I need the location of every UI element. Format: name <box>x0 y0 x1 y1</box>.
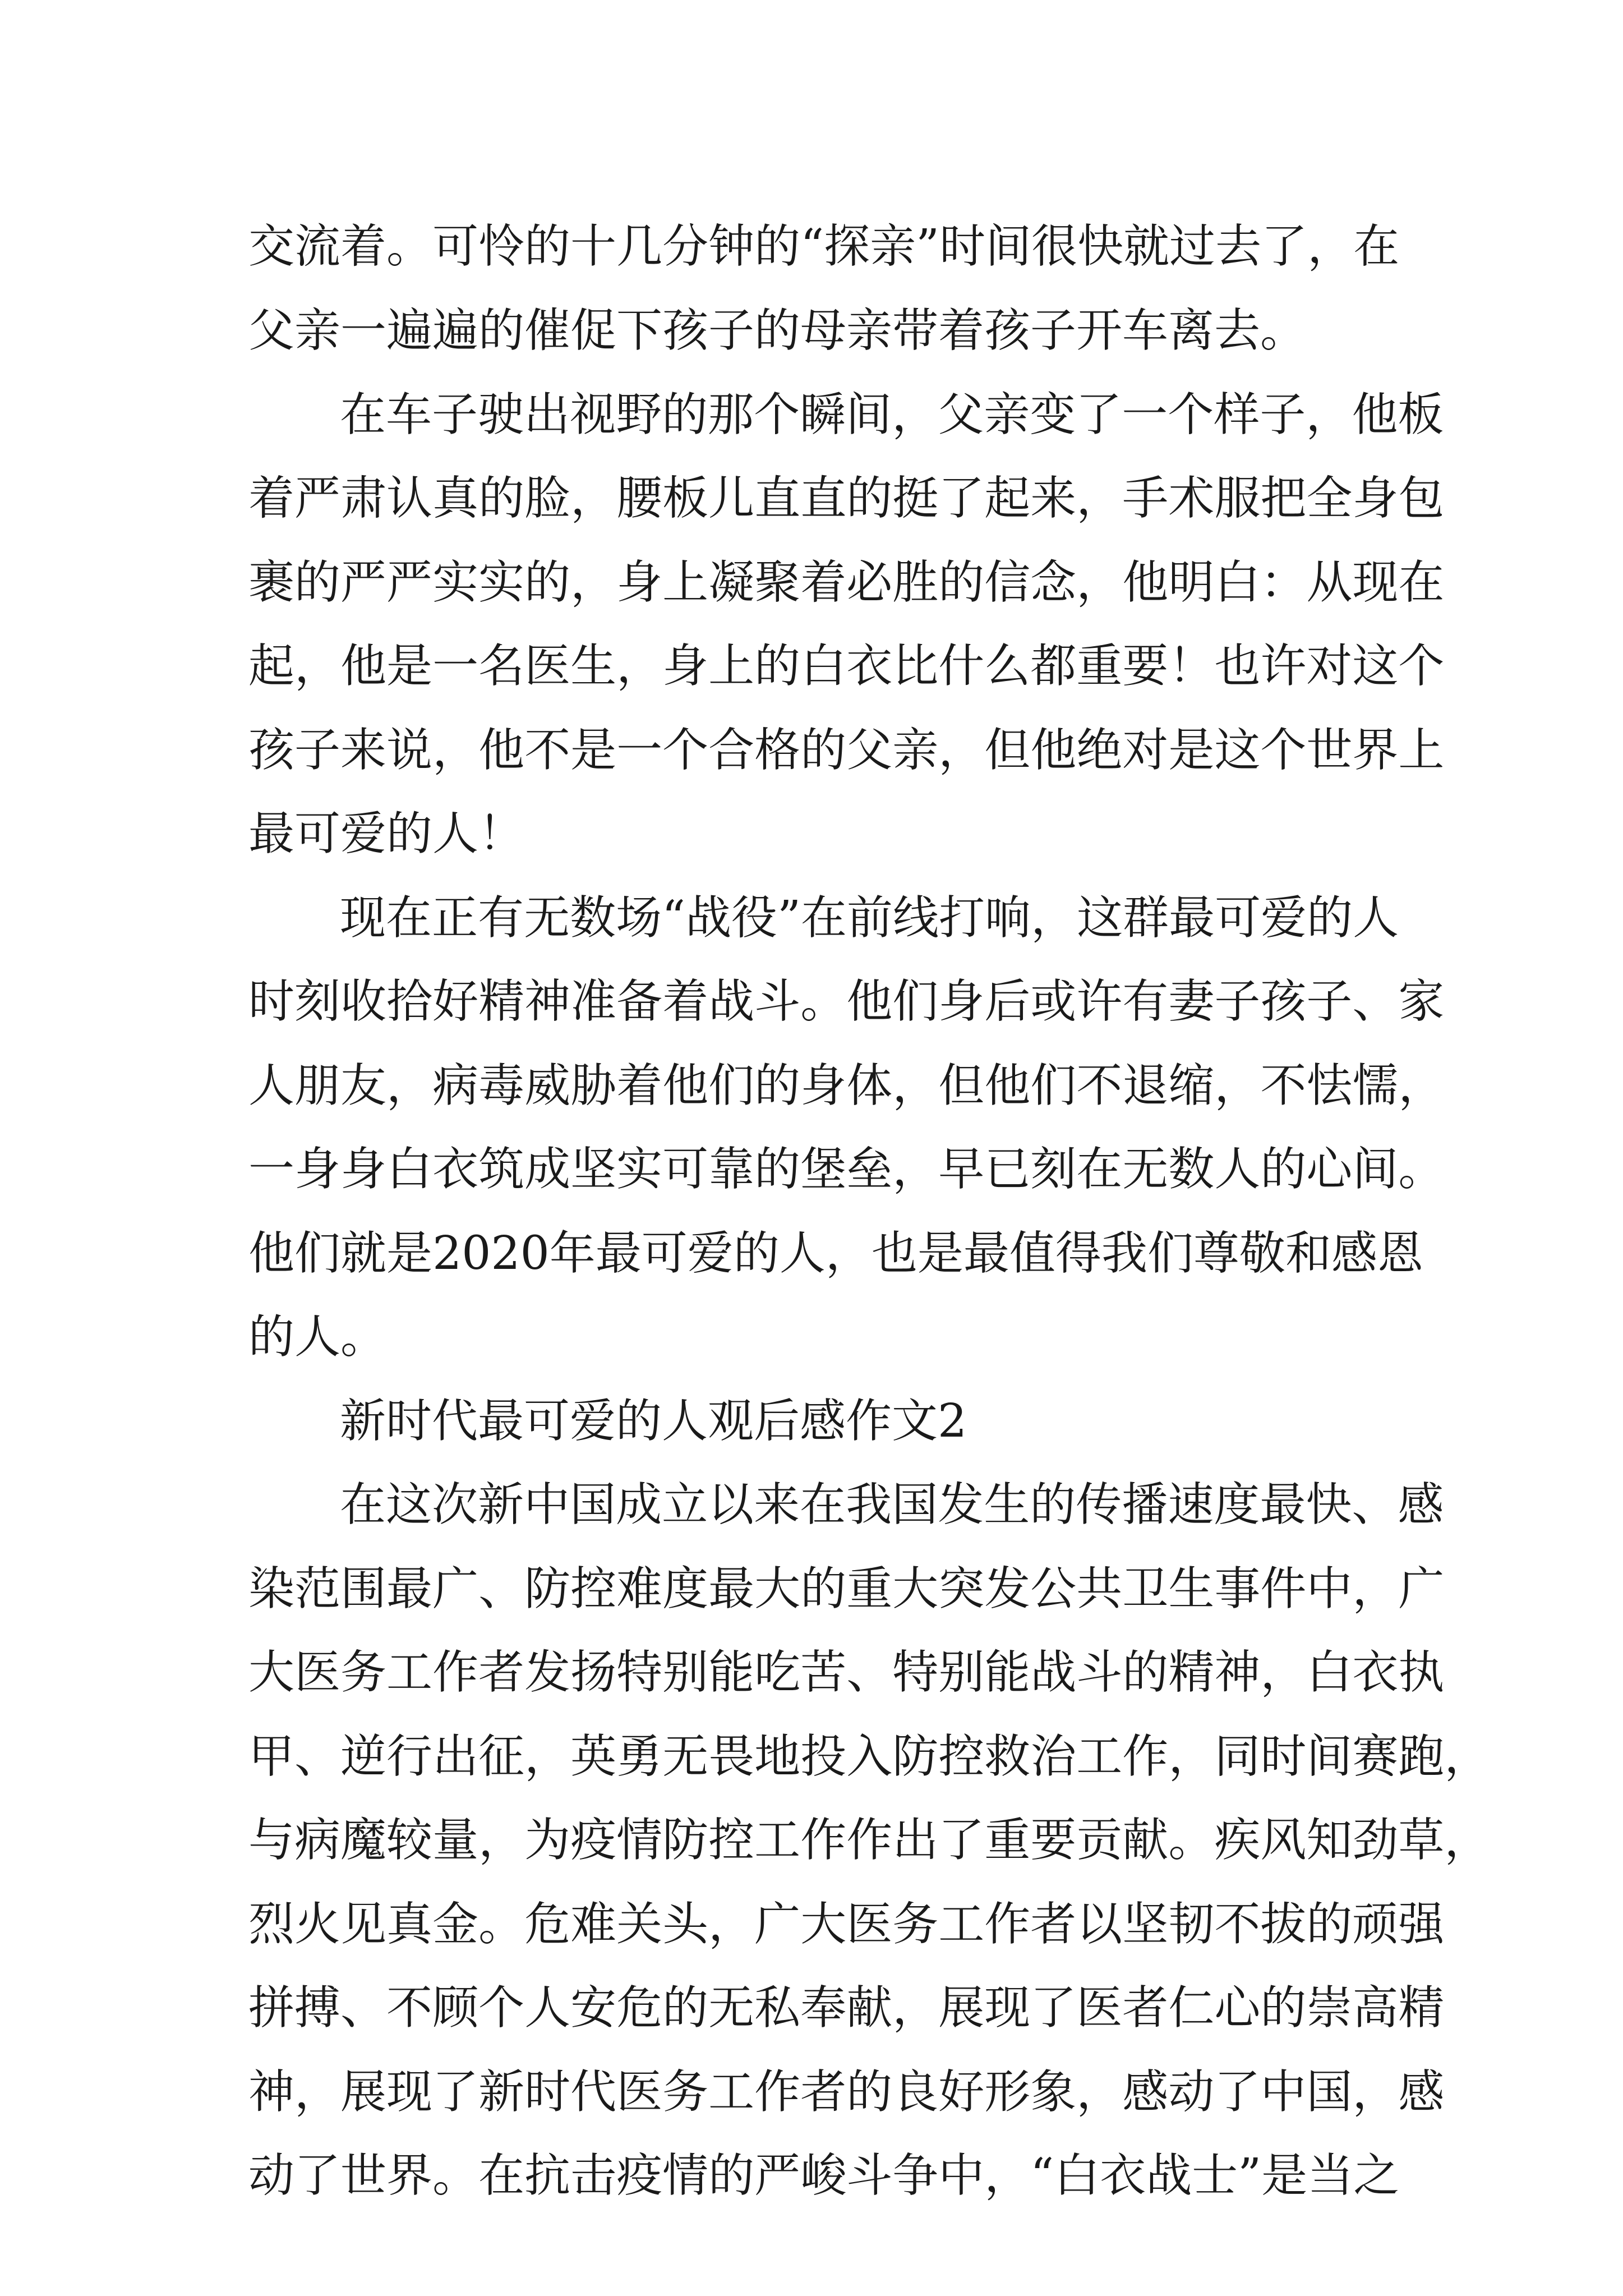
text-line: 孩 子 来 说 ， 他 不 是 一 个 合 格 的 父 亲 ， 但 他 绝 对 是 这 个 世 界 上 <box>248 724 1445 777</box>
text-line: 时 刻 收 拾 好 精 神 准 备 着 战 斗 。 他 们 身 后 或 许 有 妻 子 孩 子 、 家 <box>248 975 1445 1028</box>
text-line: 裹 的 严 严 实 实 的 ， 身 上 凝 聚 着 必 胜 的 信 念 ， 他 明 白 ： 从 现 在 <box>248 556 1445 609</box>
paragraph-first-line: 在 车 子 驶 出 视 野 的 那 个 瞬 间 ， 父 亲 变 了 一 个 样 子 ， 他 板 <box>340 388 1444 441</box>
text-line: 他 们 就 是 2 0 2 0 年 最 可 爱 的 人 ， 也 是 最 值 得 我 们 尊 敬 和 感 恩 <box>248 1227 1424 1280</box>
text-line: 甲 、 逆 行 出 征 ， 英 勇 无 畏 地 投 入 防 控 救 治 工 作 ， 同 时 间 赛 跑 ， <box>248 1730 1491 1783</box>
text-line: 起 ， 他 是 一 名 医 生 ， 身 上 的 白 衣 比 什 么 都 重 要 ！ 也 许 对 这 个 <box>248 639 1445 693</box>
text-line: 动 了 世 界 。 在 抗 击 疫 情 的 严 峻 斗 争 中 ， “ 白 衣 战 士 ” 是 当 之 <box>248 2149 1400 2202</box>
text-line: 拼 搏 、 不 顾 个 人 安 危 的 无 私 奉 献 ， 展 现 了 医 者 仁 心 的 崇 高 精 <box>248 1981 1445 2035</box>
paragraph-first-line: 在 这 次 新 中 国 成 立 以 来 在 我 国 发 生 的 传 播 速 度 最 快 、 感 <box>340 1478 1444 1531</box>
text-line: 人 朋 友 ， 病 毒 威 胁 着 他 们 的 身 体 ， 但 他 们 不 退 缩 ， 不 怯 懦 ， <box>248 1059 1445 1112</box>
text-line: 最可爱的人！ <box>248 807 525 861</box>
paragraph-first-line: 现 在 正 有 无 数 场 “ 战 役 ” 在 前 线 打 响 ， 这 群 最 可 爱 的 人 <box>340 891 1399 945</box>
text-line: 神 ， 展 现 了 新 时 代 医 务 工 作 者 的 良 好 形 象 ， 感 动 了 中 国 ， 感 <box>248 2065 1445 2119</box>
text-line: 染 范 围 最 广 、 防 控 难 度 最 大 的 重 大 突 发 公 共 卫 生 事 件 中 ， 广 <box>248 1562 1445 1616</box>
text-line: 父亲一遍遍的催促下孩子的母亲带着孩子开车离去。 <box>248 304 1307 357</box>
text-line: 大 医 务 工 作 者 发 扬 特 别 能 吃 苦 、 特 别 能 战 斗 的 精 神 ， 白 衣 执 <box>248 1646 1445 1699</box>
text-line: 的人。 <box>248 1310 387 1364</box>
text-line: 着 严 肃 认 真 的 脸 ， 腰 板 儿 直 直 的 挺 了 起 来 ， 手 术 服 把 全 身 包 <box>248 472 1445 525</box>
text-line: 与 病 魔 较 量 ， 为 疫 情 防 控 工 作 作 出 了 重 要 贡 献 。 疾 风 知 劲 草 ， <box>248 1814 1491 1867</box>
text-line: 交 流 着 。 可 怜 的 十 几 分 钟 的 “ 探 亲 ” 时 间 很 快 就 过 去 了 ， 在 <box>248 220 1400 273</box>
section-heading: 新时代最可爱的人观后感作文2 <box>340 1395 967 1448</box>
text-line: 一 身 身 白 衣 筑 成 坚 实 可 靠 的 堡 垒 ， 早 已 刻 在 无 数 人 的 心 间 。 <box>248 1143 1445 1196</box>
text-line: 烈 火 见 真 金 。 危 难 关 头 ， 广 大 医 务 工 作 者 以 坚 韧 不 拔 的 顽 强 <box>248 1898 1445 1951</box>
